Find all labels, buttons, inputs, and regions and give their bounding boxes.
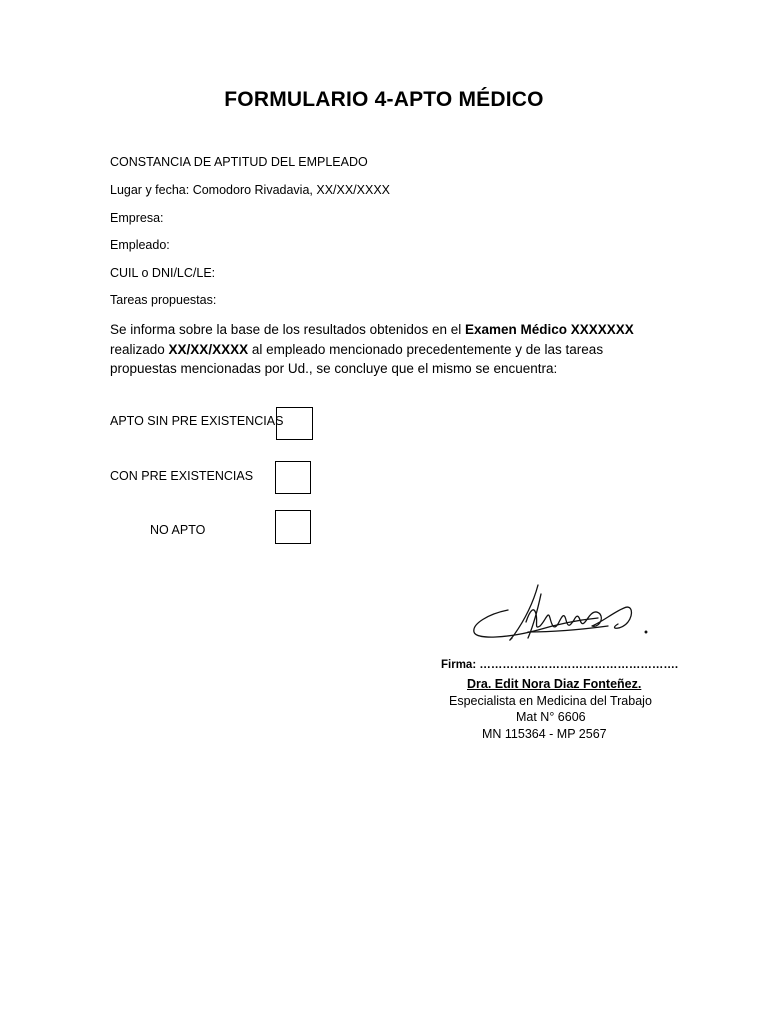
paragraph-text-2: realizado: [110, 341, 169, 357]
conclusion-paragraph: [110, 320, 670, 379]
option-label-con-pre: CON PRE EXISTENCIAS: [110, 469, 254, 483]
registration-number: Mat N° 6606: [516, 710, 586, 724]
checkbox-no-apto[interactable]: [275, 510, 311, 544]
tasks-field: Tareas propuestas:: [110, 293, 217, 307]
section-heading: CONSTANCIA DE APTITUD DEL EMPLEADO: [110, 155, 368, 169]
option-label-apto: APTO SIN PRE EXISTENCIAS: [110, 414, 284, 428]
paragraph-text-1: Se informa sobre la base de los resultados obtenidos en el: [110, 322, 465, 337]
doctor-specialty: Especialista en Medicina del Trabajo: [449, 694, 652, 708]
doctor-name: Dra. Edit Nora Diaz Fonteñez.: [467, 677, 642, 691]
signature-line: Firma: …………………………………………….: [441, 659, 679, 671]
paragraph-text-3: al empleado mencionado precedentemente y de las tareas propuestas mencionadas por Ud., se concluye que el mismo se encuentra:: [110, 341, 604, 376]
license-numbers: MN 115364 - MP 2567: [482, 727, 607, 741]
checkbox-apto[interactable]: [276, 407, 313, 440]
handwritten-signature: [468, 580, 668, 650]
place-date-field: Lugar y fecha: Comodoro Rivadavia, XX/XX/XXXX: [110, 183, 391, 197]
employee-field: Empleado:: [110, 238, 170, 252]
id-field: CUIL o DNI/LC/LE:: [110, 266, 216, 280]
exam-date: XX/XX/XXXX: [168, 341, 249, 357]
checkbox-con-pre[interactable]: [275, 461, 311, 494]
company-field: Empresa:: [110, 211, 164, 225]
exam-reference: Examen Médico XXXXXXX: [464, 322, 634, 337]
document-title: FORMULARIO 4-APTO MÉDICO: [224, 88, 544, 111]
option-label-no-apto: NO APTO: [150, 523, 206, 537]
